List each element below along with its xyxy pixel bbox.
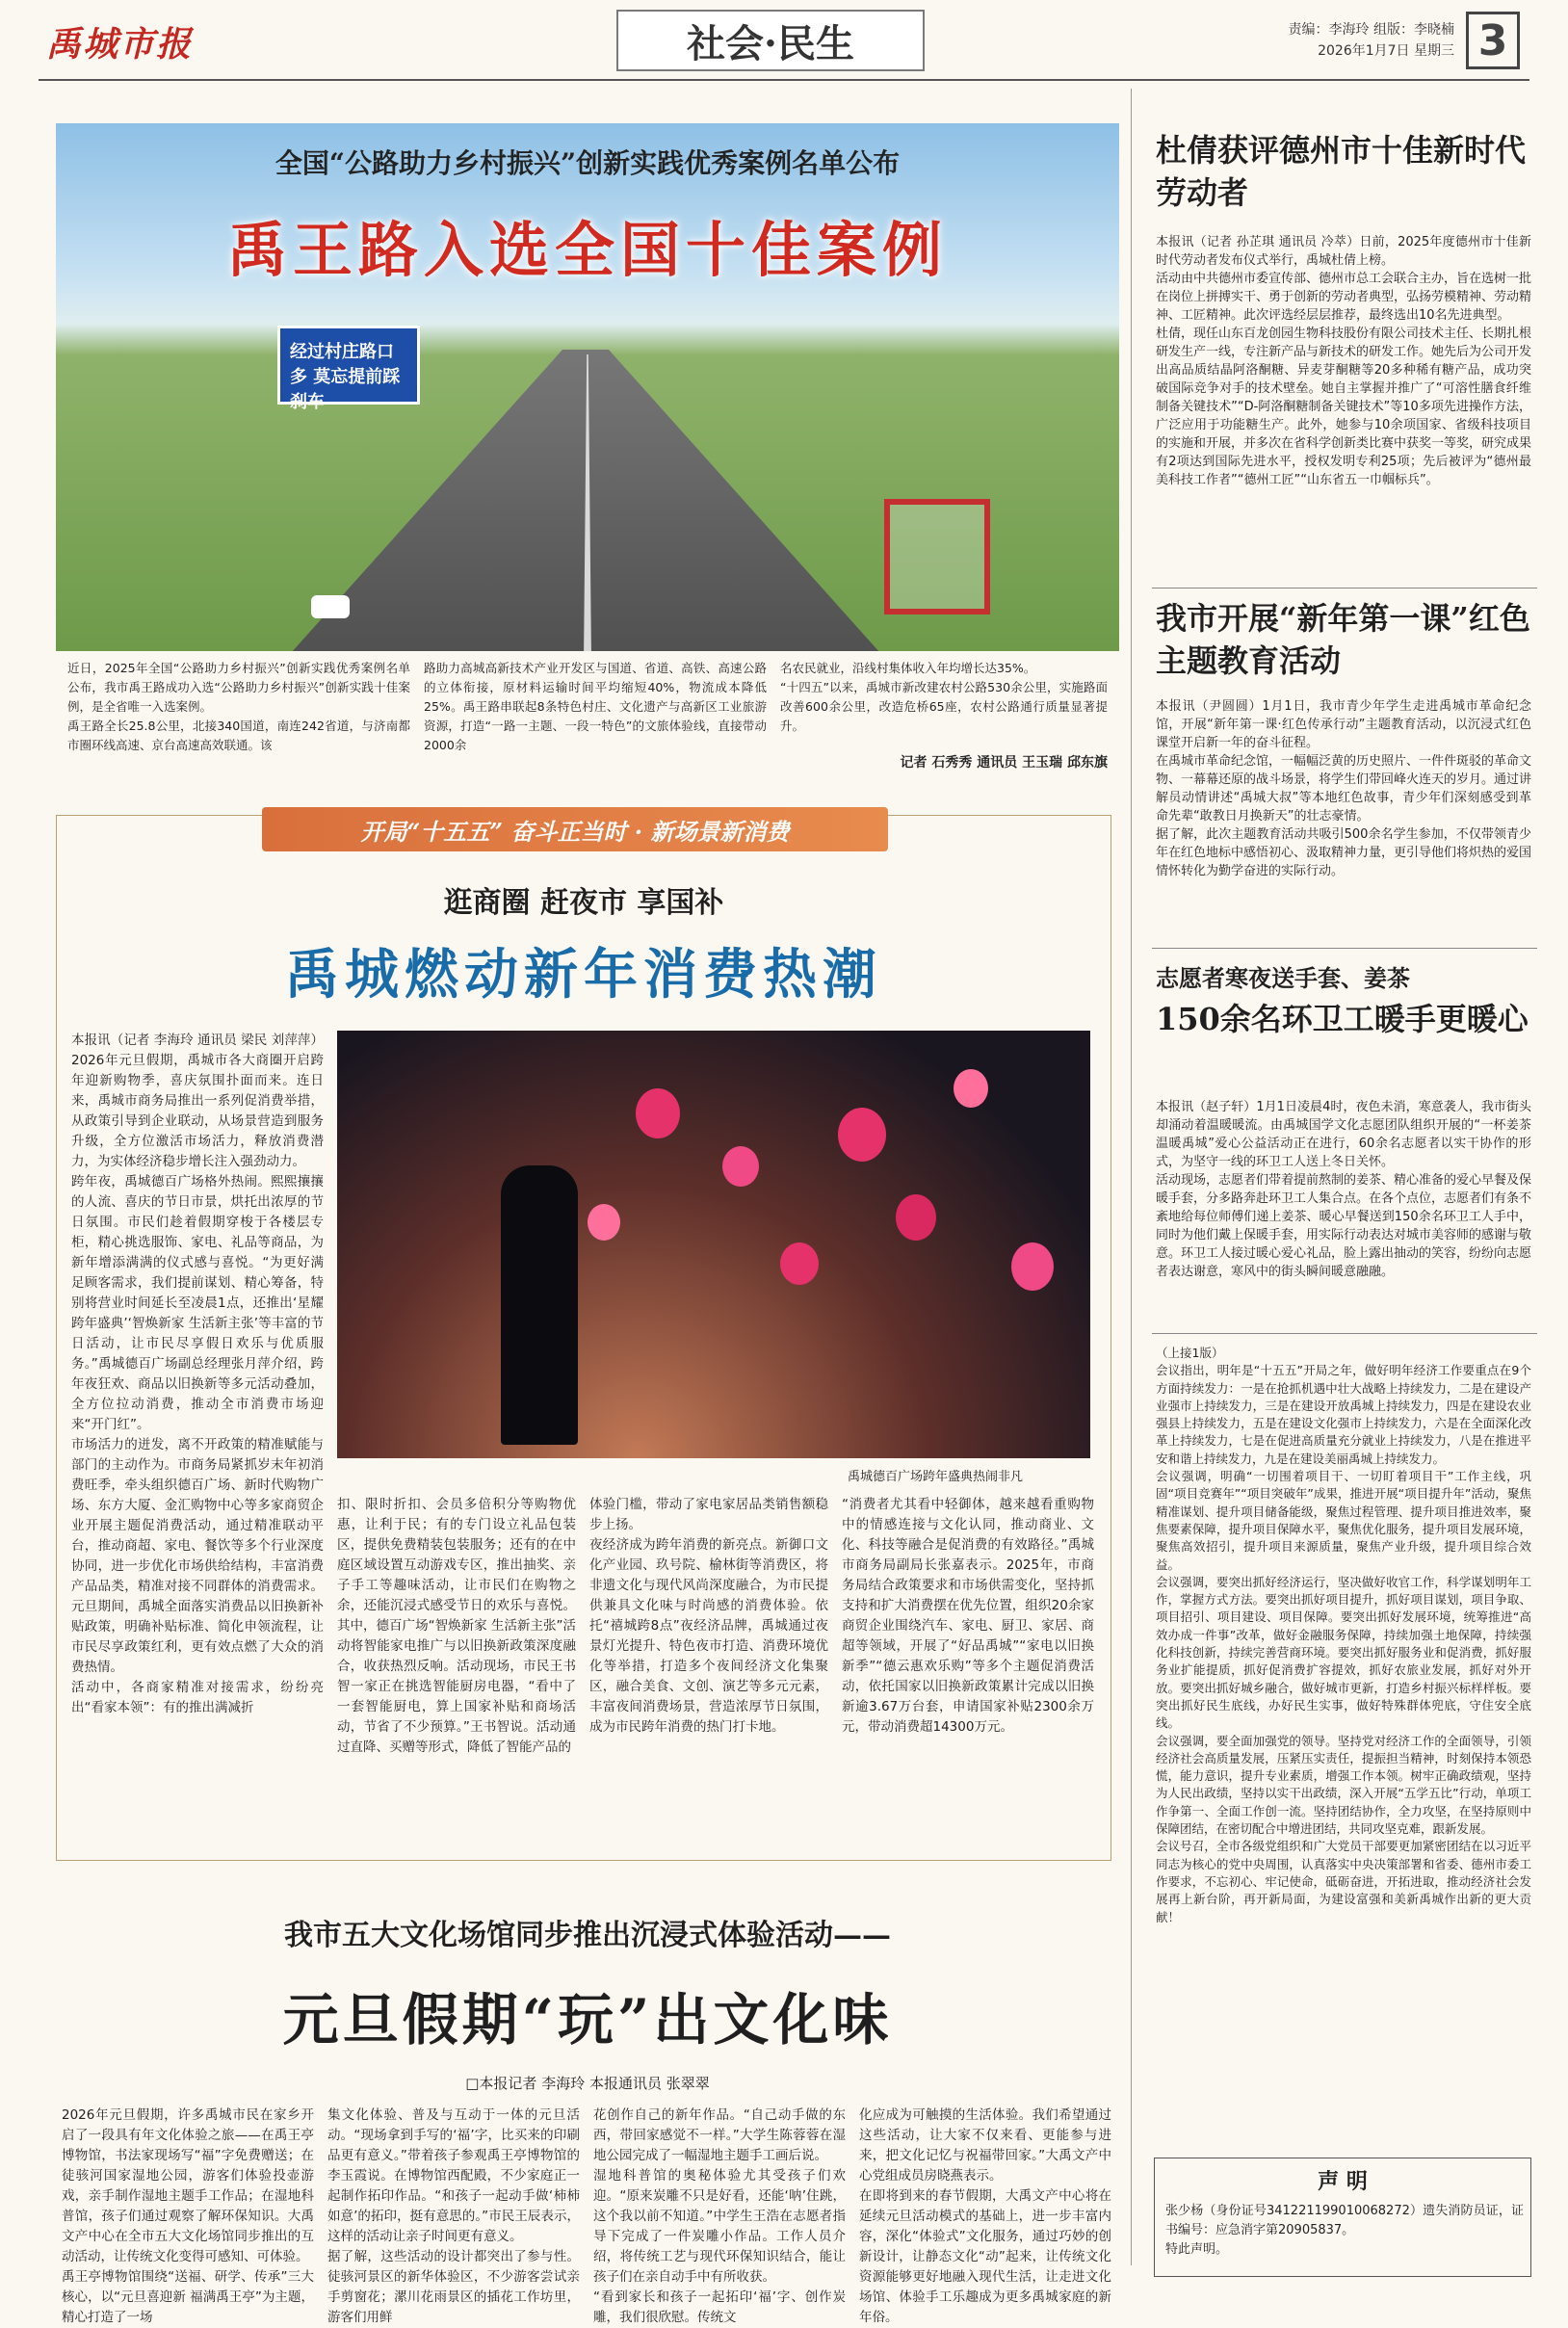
story3-kicker: 志愿者寒夜送手套、姜茶: [1156, 964, 1410, 992]
balloon: [1011, 1242, 1054, 1291]
culture-col3: 花创作自己的新年作品。“自己动手做的东西，带回家感觉不一样。”大学生陈蓉蓉在湿地公园完成了一幅湿地主题手工画后说。 湿地科普馆的奥秘体验尤其受孩子们欢迎。“原来炭雕不只是好看，还能‘呐’住跳，这个我以前不知道。”中学生王浩在志愿者指导下完成了一件炭雕小作品。工作人员介绍，将传统工艺与现代环保知识结合，能让孩子们在亲自动手中有所收获。 “看到家长和孩子一起拓印‘福’字、创作炭雕，我们很欣慰。传统文: [593, 2107, 846, 2325]
culture-col4: 化应成为可触摸的生活体验。我们希望通过这些活动，让大家不仅来看、更能参与进来，把文化记忆与祝福带回家。”大禹文产中心党组成员房晓燕表示。 在即将到来的春节假期，大禹文产中心将在延续元旦活动模式的基础上，进一步丰富内容，深化“体验式”文化服务，通过巧妙的创新设计，让静态文化“动”起来，让传统文化资源能够更好地融入现代生活，让走进文化场馆、体验手工乐趣成为更多禹城家庭的新年俗。: [859, 2107, 1111, 2325]
balloon: [780, 1242, 819, 1285]
story1-headline: 杜倩获评德州市十佳新时代劳动者: [1156, 132, 1527, 211]
notice-body: 张少杨（身份证号341221199010068272）遗失消防员证，证书编号：应急消字第20905837。 特此声明。: [1165, 2204, 1524, 2257]
consume-col3: 体验门槛，带动了家电家居品类销售额稳步上扬。 夜经济成为跨年消费的新亮点。新御口文化产业园、玖号院、榆林街等消费区，将非遗文化与现代风尚深度融合，为市民提供兼具文化味与时尚感的消费体验。依托“禧城跨8点”夜经济品牌，禹城通过夜景灯光提升、特色夜市打造、消费环境优化等举措，打造多个夜间经济文化集聚区，融合美食、文创、演艺等多元元素，丰富夜间消费场景，营造浓厚节日氛围，成为市民跨年消费的热门打卡地。: [589, 1497, 828, 1735]
column-divider: [1131, 89, 1132, 2265]
balloon: [588, 1204, 620, 1241]
photo-caption: 禹城德百广场跨年盛典热闹非凡: [848, 1470, 1024, 1484]
bus-stop-shelter: [884, 499, 990, 615]
top-story-credit: 记者 石秀秀 通讯员 王玉瑞 邱东旗: [900, 755, 1108, 771]
editor-line: 责编：李海玲 组版：李晓楠: [1288, 22, 1454, 38]
rule: [1152, 588, 1537, 589]
balloon: [896, 1194, 936, 1241]
date-line: 2026年1月7日 星期三: [1318, 43, 1454, 59]
top-story-headline: 禹王路入选全国十佳案例: [226, 215, 948, 285]
car: [311, 595, 350, 618]
header-meta: [1289, 19, 1454, 62]
top-story-subtitle: 全国“公路助力乡村振兴”创新实践优秀案例名单公布: [274, 147, 901, 179]
top-caption-col1: 近日，2025年全国“公路助力乡村振兴”创新实践优秀案例名单公布，我市禹王路成功入选“公路助力乡村振兴”创新实践十佳案例，是全省唯一入选案例。 禹王路全长25.8公里，北接340国道，南连242省道，与济南都市圈环线高速、京台高速高效联通。该: [67, 661, 410, 752]
balloon: [636, 1088, 680, 1138]
new-year-event-photo: [337, 1031, 1090, 1458]
top-caption-col2: 路助力高城高新技术产业开发区与国道、省道、高铁、高速公路的立体衔接，原材料运输时间平均缩短40%，物流成本降低25%。禹王路串联起8条特色村庄、文化遗产与高新区工业旅游资源，打造“一路一主题、一段一特色”的文旅体验线，直接带动2000余: [424, 661, 767, 752]
rule: [1152, 1333, 1537, 1334]
consume-col1: 本报讯（记者 李海玲 通讯员 梁民 刘萍萍）2026年元旦假期，禹城市各大商圈开启跨年迎新购物季，喜庆氛围扑面而来。连日来，禹城市商务局推出一系列促消费举措，从政策引导到企业联动，从场景营造到服务升级，全方位激活市场活力，释放消费潜力，为实体经济稳步增长注入强劲动力。 跨年夜，禹城德百广场格外热闹。熙熙攘攘的人流、喜庆的节日市景，烘托出浓厚的节日氛围。市民们趁着假期穿梭于各楼层专柜，精心挑选服饰、家电、礼品等商品，为新年增添满满的仪式感与喜悦。“为更好满足顾客需求，我们提前谋划、精心筹备，特别将营业时间延长至凌晨1点，还推出‘星耀跨年盛典’‘智焕新家 生活新主张’等丰富的节日活动，让市民尽享假日欢乐与优质服务。”禹城德百广场副总经理张月萍介绍，跨年夜狂欢、商品以旧换新等多元活动叠加，全方位拉动消费，推动全市消费市场迎来“开门红”。 市场活力的迸发，离不开政策的精准赋能与部门的主动作为。市商务局紧抓岁末年初消费旺季，牵头组织德百广场、新时代购物广场、东方大厦、金汇购物中心等多家商贸企业开展主题促消费活动，通过精准联动平台，推动商超、家电、餐饮等多个行业深度协同，进一步优化市场供给结构，丰富消费产品品类，精准对接不同群体的消费需求。元旦期间，禹城全面落实消费品以旧换新补贴政策，明确补贴标准、简化申领流程，让市民尽享政策红利，更有效点燃了大众的消费热情。 活动中，各商家精准对接需求，纷纷亮出“看家本领”：有的推出满减折: [71, 1033, 324, 1715]
culture-headline: 元旦假期“玩”出文化味: [282, 1987, 893, 2053]
road-sign: 经过村庄路口多 莫忘提前踩刹车: [277, 326, 420, 405]
consume-col4: “消费者尤其看中轻御体，越来越看重购物中的情感连接与文化认同，推动商业、文化、科技等融合是促消费的有效路径。”禹城市商务局副局长张嘉表示。2025年，市商务局结合政策要求和市场供需变化，坚持抓支持和扩大消费摆在优先位置，组织20余家商贸企业围绕汽车、家电、厨卫、家居、商超等领域，开展了“好品禹城”“家电以旧换新季”“德云惠欢乐购”等多个主题促消费活动，依托国家以旧换新政策累计完成以旧换新逾3.67万台套，申请国家补贴2300余万元，带动消费超14300万元。: [842, 1497, 1094, 1735]
balloon: [838, 1108, 886, 1162]
balloon: [722, 1146, 759, 1187]
consume-subtitle: 逛商圈 赶夜市 享国补: [443, 886, 724, 920]
culture-col2: 集文化体验、普及与互动于一体的元旦活动。“现场拿到手写的‘福’字，比买来的印刷品更有意义。”带着孩子参观禹王亭博物馆的李玉霞说。在博物馆西配殿，不少家庭正一起制作拓印作品。“和孩子一起动手做‘柿柿如意’的拓印，挺有意思的。”市民王辰表示，这样的活动让亲子时间更有意义。 据了解，这些活动的设计都突出了参与性。徒骇河景区的新华体验区，不少游客尝试亲手剪窗花；漯川花雨景区的插花工作坊里，游客们用鲜: [327, 2107, 580, 2325]
notice-title: 声 明: [1318, 2169, 1368, 2194]
section-title: 社会·民生: [616, 10, 925, 71]
culture-col1: 2026年元旦假期，许多禹城市民在家乡开启了一段具有年文化体验之旅——在禹王亭博物馆，书法家现场写“福”字免费赠送；在徒骇河国家湿地公园，游客们体验投壶游戏，亲手制作湿地主题手工作品；在湿地科普馆，孩子们通过观察了解环保知识。大禹文产中心在全市五大文化场馆同步推出的互动活动，让传统文化变得可感知、可体验。 禹王亭博物馆围绕“送福、研学、传承”三大核心，以“元旦喜迎新 福满禹王亭”为主题，精心打造了一场: [62, 2107, 314, 2325]
series-banner: 开局“十五五” 奋斗正当时 · 新场景新消费: [262, 807, 888, 851]
story1-body: 本报讯（记者 孙芷琪 通讯员 冷萃）日前，2025年度德州市十佳新时代劳动者发布仪式举行，禹城杜倩上榜。 活动由中共德州市委宣传部、德州市总工会联合主办，旨在选树一批在岗位上拼搏实干、勇于创新的劳动者典型，弘扬劳模精神、劳动精神、工匠精神。此次评选经层层推荐，最终选出10名先进典型。 杜倩，现任山东百龙创园生物科技股份有限公司技术主任、长期扎根研发生产一线，专注新产品与新技术的研发工作。她先后为公司开发出高品质结晶阿洛酮糖、异麦芽酮糖等20多种稀有糖产品，成功突破国际竞争对手的技术壁垒。她自主掌握并推广了“可溶性膳食纤维制备关键技术”“D-阿洛酮糖制备关键技术”等10多项先进操作方法，广泛应用于功能糖生产。此外，她参与10余项国家、省级科技项目的实施和开展，并多次在省科学创新类比赛中获奖一等奖，研究成果有2项达到国际先进水平，授权发明专利25项；先后被评为“德州最美科技工作者”“德州工匠”“山东省五一巾帼标兵”。: [1156, 235, 1532, 487]
culture-subtitle: 我市五大文化场馆同步推出沉浸式体验活动——: [284, 1919, 891, 1952]
story3-body: 本报讯（赵子轩）1月1日凌晨4时，夜色未消，寒意袭人，我市街头却涌动着温暖暖流。由禹城国学文化志愿团队组织开展的“一杯姜茶 温暖禹城”爱心公益活动正在进行，60余名志愿者以实干协作的形式，为坚守一线的环卫工人送上冬日关怀。 活动现场，志愿者们带着提前熬制的姜茶、精心准备的爱心早餐及保暖手套，分多路奔赴环卫工人集合点。在各个点位，志愿者们有条不紊地给每位师傅们递上姜茶、暖心早餐送到150余名环卫工人手中，同时为他们戴上保暖手套，用实际行动表达对城市美容师的感谢与敬意。环卫工人接过暖心爱心礼品，脸上露出抽动的笑容，纷纷向志愿者表达谢意，寒风中的街头瞬间暖意融融。: [1156, 1100, 1532, 1279]
newspaper-logo: 禹城市报: [46, 24, 194, 65]
page-number: 3: [1466, 12, 1520, 69]
story2-body: 本报讯（尹圆圆）1月1日，我市青少年学生走进禹城市革命纪念馆，开展“新年第一课·红色传承行动”主题教育活动，以沉浸式红色课堂开启新一年的奋斗征程。 在禹城市革命纪念馆，一幅幅泛黄的历史照片、一件件斑驳的革命文物、一幕幕还原的战斗场景，将学生们带回峰火连天的岁月。通过讲解员动情讲述“禹城大叔”等本地红色故事，青少年们深刻感受到革命先辈“敢教日月换新天”的壮志豪情。 据了解，此次主题教育活动共吸引500余名学生参加，不仅带领青少年在红色地标中感悟初心、汲取精神力量，更引导他们将炽热的爱国情怀转化为勤学奋进的实际行动。: [1156, 699, 1532, 878]
story3-headline: 150余名环卫工暖手更暖心: [1156, 1001, 1529, 1037]
balloon: [954, 1069, 988, 1108]
consume-headline: 禹城燃动新年消费热潮: [285, 943, 882, 1007]
header-divider: [39, 79, 1529, 81]
top-caption-col3: 名农民就业，沿线村集体收入年均增长达35%。 “十四五”以来，禹城市新改建农村公路530余公里，实施路面改善600余公里，改造危桥65座，农村公路通行质量显著提升。: [780, 661, 1108, 733]
performer: [501, 1165, 578, 1445]
rule: [1152, 948, 1537, 949]
culture-byline: □本报记者 李海玲 本报通讯员 张翠翠: [465, 2075, 710, 2092]
consume-col2: 扣、限时折扣、会员多倍积分等购物优惠，让利于民；有的专门设立礼品包装区，提供免费精装包装服务；还有的在中庭区域设置互动游戏专区，推出抽奖、亲子手工等趣味活动，让市民们在购物之余，还能沉浸式感受节日的欢乐与喜悦。其中，德百广场“智焕新家 生活新主张”活动将智能家电推广与以旧换新政策深度融合，收获热烈反响。活动现场，市民王书智一家正在挑选智能厨房电器，“看中了一套智能厨电，算上国家补贴和商场活动，节省了不少预算。”王书智说。活动通过直降、买赠等形式，降低了智能产品的: [337, 1497, 576, 1755]
story4-body: （上接1版） 会议指出，明年是“十五五”开局之年，做好明年经济工作要重点在9个方面持续发力：一是在抢抓机遇中壮大战略上持续发力，二是在建设产业强市上持续发力，三是在建设开放禹城上持续发力，四是在建设农业强县上持续发力，五是在建设文化强市上持续发力，六是在全面深化改革上持续发力，七是在促进高质量充分就业上持续发力，八是在推进平安和谐上持续发力，九是在建设美丽禹城上持续发力。 会议强调，明确“一切围着项目干、一切盯着项目干”工作主线，巩固“项目竞赛年”“项目突破年”成果，推进开展“项目提升年”活动，聚焦精准谋划、提升项目储备能级，聚焦过程管理、提升项目推进效率，聚焦要素保障，提升项目保障水平，聚焦优化服务，提升项目发展环境，聚焦高效招引，提升项目来源质量，聚焦产业升级，提升项目综合效益。 会议强调，要突出抓好经济运行，坚决做好收官工作，科学谋划明年工作，掌握方式方法。要突出抓好项目提升，抓好项目谋划，项目争取、项目招引、项目建设、项目保障。要突出抓好发展环境，统筹推进“高效办成一件事”改革，做好金融服务保障，持续加强土地保障，持续强化科技创新，持续完善营商环境。要突出抓好服务业和促消费，抓好服务业扩能提质，抓好促消费扩容提效，抓好农旅业发展，抓好对外开放。要突出抓好城乡融合，做好城市更新，打造乡村振兴标样样板。要突出抓好民生底线，办好民生实事，做好特殊群体兜底，守住安全底线。 会议强调，要全面加强党的领导。坚持党对经济工作的全面领导，引领经济社会高质量发展，压紧压实责任，提振担当精神，时刻保持本领恐慌，能力意识，提升专业素质，增强工作本领。树牢正确政绩观，坚持为人民出政绩，坚持以实干出政绩，深入开展“五学五比”行动，单项工作争第一、全面工作创一流。坚持团结协作，全力攻坚，在坚持原则中保障团结，在密切配合中增进团结，共同攻坚克难，跟新发展。 会议号召，全市各级党组织和广大党员干部要更加紧密团结在以习近平同志为核心的党中央周围，认真落实中央决策部署和省委、德州市委工作要求，不忘初心、牢记使命，砥砺奋进，开拓进取，推动经济社会发展再上新台阶，再开新局面，为建设富强和美新禹城作出新的更大贡献！: [1156, 1346, 1531, 1924]
story2-headline: 我市开展“新年第一课”红色主题教育活动: [1156, 600, 1530, 679]
